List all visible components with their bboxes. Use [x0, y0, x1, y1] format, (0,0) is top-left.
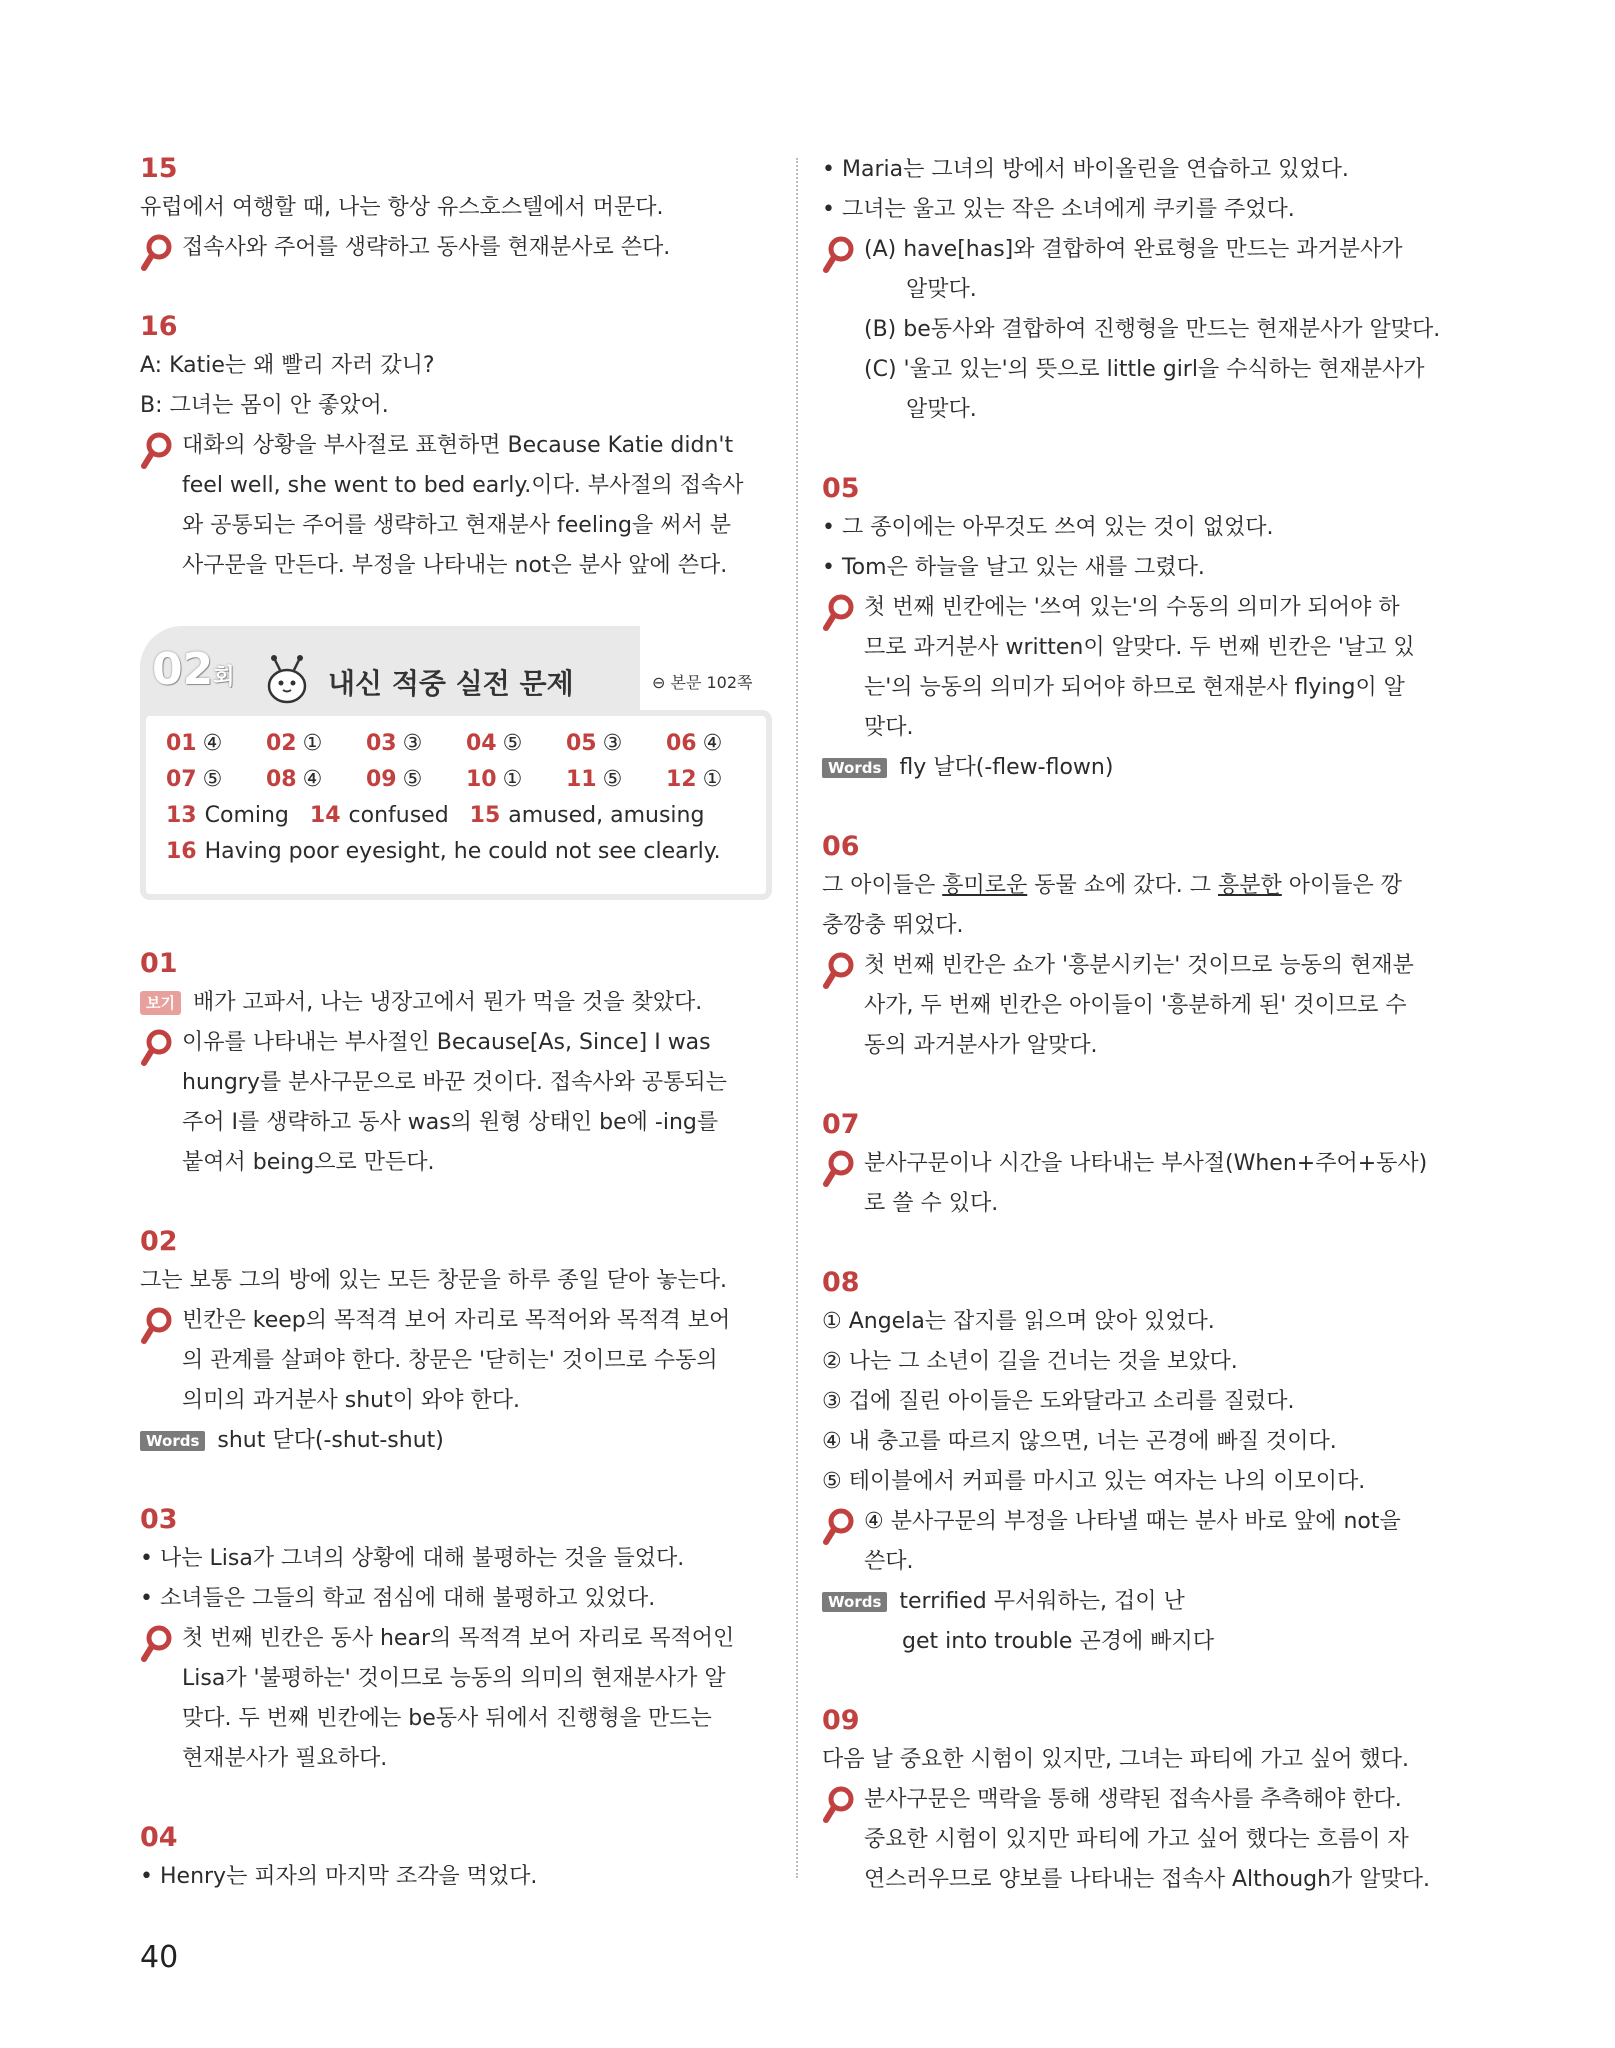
- magnifier-icon: [822, 1150, 854, 1188]
- mascot-icon: [260, 652, 314, 706]
- explanation-line: feel well, she went to bed early.이다. 부사절의 접속사: [182, 473, 744, 498]
- question-04: [140, 1819, 772, 1897]
- question-number: 03: [140, 1504, 178, 1535]
- answer-box: [140, 710, 772, 900]
- magnifier-icon: [822, 1508, 854, 1546]
- answer-row-written: 16 Having poor eyesight, he could not see clearly.: [166, 839, 721, 864]
- bullet-line: • 그 종이에는 아무것도 쓰여 있는 것이 없었다.: [822, 508, 1454, 548]
- question-04-continued: [822, 150, 1454, 430]
- choice-line: ⑤ 테이블에서 커피를 마시고 있는 여자는 나의 이모이다.: [822, 1469, 1366, 1494]
- answer-key-banner: [140, 626, 772, 901]
- question-number: 09: [822, 1705, 860, 1736]
- question-number: 04: [140, 1822, 178, 1853]
- explanation: [140, 228, 772, 268]
- explanation: [822, 1780, 1454, 1900]
- explanation-line: 현재분사가 필요하다.: [182, 1746, 388, 1771]
- explanation-line: 맞다. 두 번째 빈칸에는 be동사 뒤에서 진행형을 만드는: [182, 1706, 712, 1731]
- question-02: [140, 1223, 772, 1461]
- choice-line: ① Angela는 잡지를 읽으며 앉아 있었다.: [822, 1309, 1215, 1334]
- explanation-line: 첫 번째 빈칸은 쇼가 '흥분시키는' 것이므로 능동의 현재분: [864, 953, 1414, 978]
- explanation-line: 첫 번째 빈칸에는 '쓰여 있는'의 수동의 의미가 되어야 하: [864, 595, 1400, 620]
- answer-row: [166, 726, 766, 762]
- explanation-line: 사구문을 만든다. 부정을 나타내는 not은 분사 앞에 쓴다.: [182, 553, 728, 578]
- question-number: 07: [822, 1109, 860, 1140]
- explanation-line: 동의 과거분사가 알맞다.: [864, 1033, 1098, 1058]
- explanation-line: 쓴다.: [864, 1549, 914, 1574]
- question-15: [140, 150, 772, 268]
- dialogue-line: A: Katie는 왜 빨리 자러 갔니?: [140, 353, 435, 378]
- example-line: [140, 983, 772, 1023]
- words-tag: Words: [822, 1592, 887, 1612]
- translation: 그는 보통 그의 방에 있는 모든 창문을 하루 종일 닫아 놓는다.: [140, 1268, 727, 1293]
- bullet-line: • Maria는 그녀의 방에서 바이올린을 연습하고 있었다.: [822, 150, 1454, 190]
- page-reference: ⊖ 본문 102쪽: [652, 670, 753, 693]
- choice-line: ④ 내 충고를 따르지 않으면, 너는 곤경에 빠질 것이다.: [822, 1429, 1337, 1454]
- answer-item: 03 ③: [366, 731, 423, 756]
- bullet-line: • 그녀는 울고 있는 작은 소녀에게 쿠키를 주었다.: [822, 190, 1454, 230]
- question-09: [822, 1702, 1454, 1900]
- explanation: [140, 1301, 772, 1421]
- column-divider: [796, 158, 798, 1878]
- words-text: fly 날다(-flew-flown): [899, 755, 1114, 780]
- question-number: 08: [822, 1267, 860, 1298]
- magnifier-icon: [140, 1029, 172, 1067]
- explanation-line: (B) be동사와 결합하여 진행형을 만드는 현재분사가 알맞다.: [864, 317, 1441, 342]
- words-line: get into trouble 곤경에 빠지다: [902, 1629, 1214, 1654]
- answer-item: 04 ⑤: [466, 731, 523, 756]
- answer-item: 08 ④: [266, 767, 323, 792]
- question-08: [822, 1264, 1454, 1662]
- answer-item: 11 ⑤: [566, 767, 623, 792]
- answer-item: 01 ④: [166, 731, 223, 756]
- question-number: 16: [140, 311, 178, 342]
- explanation: [822, 588, 1454, 748]
- underlined-word: 흥분한: [1218, 873, 1282, 898]
- explanation: [822, 1502, 1454, 1582]
- magnifier-icon: [822, 236, 854, 274]
- explanation: [822, 1144, 1454, 1224]
- magnifier-icon: [140, 234, 172, 272]
- question-number: 06: [822, 831, 860, 862]
- explanation-line: (A) have[has]와 결합하여 완료형을 만드는 과거분사가: [864, 237, 1403, 262]
- question-07: [822, 1106, 1454, 1224]
- page-number: 40: [140, 1940, 179, 1975]
- explanation-line: 와 공통되는 주어를 생략하고 현재분사 feeling을 써서 분: [182, 513, 731, 538]
- words-tag: Words: [140, 1431, 205, 1451]
- answer-item: 07 ⑤: [166, 767, 223, 792]
- question-number: 15: [140, 153, 178, 184]
- words-line: [140, 1421, 772, 1461]
- explanation-line: hungry를 분사구문으로 바꾼 것이다. 접속사와 공통되는: [182, 1070, 727, 1095]
- words-text: terrified 무서워하는, 겁이 난: [899, 1589, 1185, 1614]
- answer-item: 06 ④: [666, 731, 723, 756]
- magnifier-icon: [822, 952, 854, 990]
- magnifier-icon: [822, 1786, 854, 1824]
- bullet-line: • Henry는 피자의 마지막 조각을 먹었다.: [140, 1857, 772, 1897]
- explanation-line: 의미의 과거분사 shut이 와야 한다.: [182, 1388, 520, 1413]
- answer-grid: [166, 726, 766, 870]
- magnifier-icon: [140, 1625, 172, 1663]
- translation: 다음 날 중요한 시험이 있지만, 그녀는 파티에 가고 싶어 했다.: [822, 1747, 1409, 1772]
- explanation-line: 분사구문은 맥락을 통해 생략된 접속사를 추측해야 한다.: [864, 1787, 1402, 1812]
- answer-item: 09 ⑤: [366, 767, 423, 792]
- explanation: [822, 946, 1454, 1066]
- explanation-line: 빈칸은 keep의 목적격 보어 자리로 목적어와 목적격 보어: [182, 1308, 731, 1333]
- explanation-line: 첫 번째 빈칸은 동사 hear의 목적격 보어 자리로 목적어인: [182, 1626, 735, 1651]
- bullet-line: • Tom은 하늘을 날고 있는 새를 그렸다.: [822, 548, 1454, 588]
- words-line: [822, 748, 1454, 788]
- answer-item: 05 ③: [566, 731, 623, 756]
- explanation-line: 사가, 두 번째 빈칸은 아이들이 '흥분하게 된' 것이므로 수: [864, 993, 1407, 1018]
- question-16: [140, 308, 772, 586]
- magnifier-icon: [140, 432, 172, 470]
- explanation-line: (C) '울고 있는'의 뜻으로 little girl을 수식하는 현재분사가: [864, 357, 1425, 382]
- example-tag: 보기: [140, 991, 181, 1015]
- explanation-line: Lisa가 '불평하는' 것이므로 능동의 의미의 현재분사가 알: [182, 1666, 726, 1691]
- translation: 충깡충 뛰었다.: [822, 913, 964, 938]
- question-03: [140, 1501, 772, 1779]
- question-number: 05: [822, 473, 860, 504]
- explanation-line: 연스러우므로 양보를 나타내는 접속사 Although가 알맞다.: [864, 1867, 1431, 1892]
- translation: 유럽에서 여행할 때, 나는 항상 유스호스텔에서 머문다.: [140, 195, 664, 220]
- explanation: [140, 426, 772, 586]
- magnifier-icon: [140, 1307, 172, 1345]
- explanation-line: 대화의 상황을 부사절로 표현하면 Because Katie didn't: [182, 433, 734, 458]
- explanation: [822, 230, 1454, 430]
- explanation-line: 붙여서 being으로 만든다.: [182, 1150, 435, 1175]
- choice-line: ② 나는 그 소년이 길을 건너는 것을 보았다.: [822, 1349, 1238, 1374]
- explanation-line: 로 쓸 수 있다.: [864, 1191, 999, 1216]
- answer-row-written: 13 Coming 14 confused 15 amused, amusing: [166, 803, 705, 828]
- explanation-line: 주어 I를 생략하고 동사 was의 원형 상태인 be에 -ing를: [182, 1110, 719, 1135]
- explanation-line: 의 관계를 살펴야 한다. 창문은 '닫히는' 것이므로 수동의: [182, 1348, 718, 1373]
- explanation-line: 중요한 시험이 있지만 파티에 가고 싶어 했다는 흐름이 자: [864, 1827, 1409, 1852]
- translation: 그 아이들은 흥미로운 동물 쇼에 갔다. 그 흥분한 아이들은 깡: [822, 873, 1403, 898]
- bullet-line: • 소녀들은 그들의 학교 점심에 대해 불평하고 있었다.: [140, 1579, 772, 1619]
- answer-item: 12 ①: [666, 767, 723, 792]
- explanation-line: 이유를 나타내는 부사절인 Because[As, Since] I was: [182, 1030, 711, 1055]
- answer-item: 10 ①: [466, 767, 523, 792]
- explanation-line: 므로 과거분사 written이 알맞다. 두 번째 빈칸은 '날고 있: [864, 635, 1415, 660]
- explanation: [140, 1619, 772, 1779]
- banner-title: 내신 적중 실전 문제: [328, 667, 574, 700]
- question-number: 02: [140, 1226, 178, 1257]
- explanation-line: 알맞다.: [906, 397, 977, 422]
- choice-line: ③ 겁에 질린 아이들은 도와달라고 소리를 질렀다.: [822, 1389, 1295, 1414]
- question-01: [140, 945, 772, 1183]
- bullet-line: • 나는 Lisa가 그녀의 상황에 대해 불평하는 것을 들었다.: [140, 1539, 772, 1579]
- dialogue-line: B: 그녀는 몸이 안 좋았어.: [140, 393, 389, 418]
- left-column: [140, 150, 772, 1937]
- example-text: 배가 고파서, 나는 냉장고에서 뭔가 먹을 것을 찾았다.: [192, 990, 703, 1015]
- explanation-line: 접속사와 주어를 생략하고 동사를 현재분사로 쓴다.: [182, 235, 671, 260]
- explanation-line: 는'의 능동의 의미가 되어야 하므로 현재분사 flying이 알: [864, 675, 1405, 700]
- question-05: [822, 470, 1454, 788]
- explanation-line: ④ 분사구문의 부정을 나타낼 때는 분사 바로 앞에 not을: [864, 1509, 1401, 1534]
- words-text: shut 닫다(-shut-shut): [217, 1428, 444, 1453]
- underlined-word: 흥미로운: [942, 873, 1028, 898]
- answer-item: 02 ①: [266, 731, 323, 756]
- question-06: [822, 828, 1454, 1066]
- round-suffix: 회: [213, 665, 235, 690]
- question-number: 01: [140, 948, 178, 979]
- explanation-line: 알맞다.: [906, 277, 977, 302]
- explanation-line: 맞다.: [864, 715, 914, 740]
- round-number: [152, 644, 235, 695]
- answer-row: [166, 762, 766, 798]
- round-label: 02: [152, 644, 214, 695]
- explanation: [140, 1023, 772, 1183]
- magnifier-icon: [822, 594, 854, 632]
- explanation-line: 분사구문이나 시간을 나타내는 부사절(When+주어+동사): [864, 1151, 1428, 1176]
- right-column: [822, 150, 1454, 1940]
- words-tag: Words: [822, 758, 887, 778]
- words-line: [822, 1582, 1454, 1622]
